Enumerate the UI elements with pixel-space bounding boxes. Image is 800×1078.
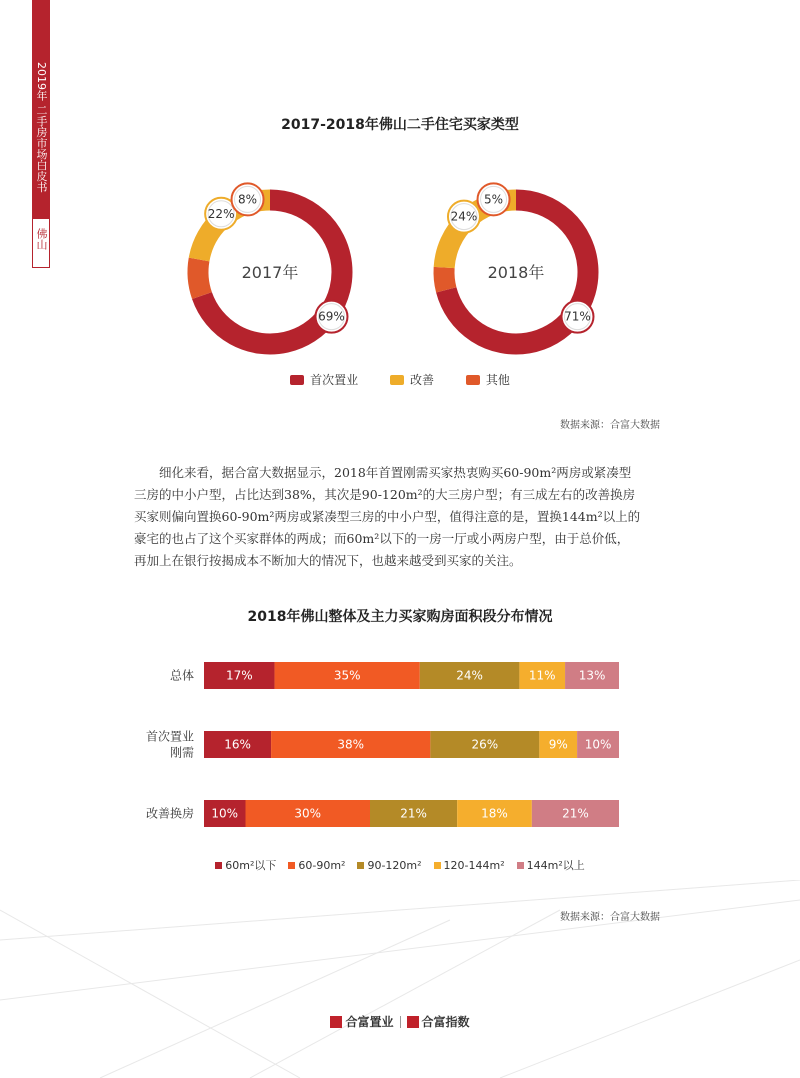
bar-value-label: 21% [562,806,589,821]
bar-value-label: 16% [224,737,251,752]
para-line: 细化来看，据合富大数据显示，2018年首置刚需买家热衷购买60-90m²两房或紧凑型 [159,465,632,480]
bar-value-label: 10% [584,737,612,752]
legend-item [434,859,505,872]
category-label: 改善换房 [145,806,194,821]
legend-item [215,857,276,873]
bar-value-label: 26% [471,737,499,752]
donut-2018年 [444,183,593,344]
legend-swatch [357,862,364,869]
donut-chart-title: 2017-2018年佛山二手住宅买家类型 [281,117,519,133]
donut-source: 数据来源：合富大数据 [560,420,660,431]
background-lines [0,880,800,1078]
legend-item [357,859,421,872]
slice-value-label: 69% [318,309,345,324]
para-line: 买家则偏向置换60-90m²两房或紧凑型三房的中小户型，值得注意的是，置换144m²以上的 [134,509,641,524]
legend-other: 其他 [466,371,510,388]
legend-first-home: 首次置业 [290,371,358,388]
bar-chart-title: 2018年佛山整体及主力买家购房面积段分布情况 [247,609,553,625]
brand-logo-icon [330,1016,342,1028]
bar-value-label: 17% [225,668,253,683]
category-label: 总体 [169,668,194,683]
donut-center-label: 2017年 [241,263,299,282]
brand-logo-icon [407,1016,419,1028]
bar-value-label: 30% [294,806,322,821]
stacked-bar-chart [0,650,800,840]
slice-value-label: 8% [238,192,258,207]
bar-value-label: 18% [481,806,508,821]
bar-source: 数据来源：合富大数据 [560,912,660,923]
donut-slice [198,259,202,295]
legend-swatch [288,862,295,869]
slice-value-label: 71% [564,309,591,324]
donut-legend [0,371,800,388]
bar-value-label: 9% [548,737,568,752]
brand-name-1: 合富置业 [345,1015,394,1029]
legend-item [288,859,345,872]
bar-value-label: 10% [211,806,239,821]
slice-value-label: 24% [450,209,478,224]
bar-value-label: 38% [337,737,365,752]
donut-2017年 [198,183,347,344]
legend-label: 144m²以上 [526,859,585,872]
para-line: 三房的中小户型，占比达到38%，其次是90-120m²的大三房户型；有三成左右的改善换房 [134,487,636,502]
bar-value-label: 35% [333,668,361,683]
legend-label: 120-144m² [443,859,505,872]
sidebar-city: 佛山 [35,228,48,250]
para-line: 豪宅的也占了这个买家群体的两成；而60m²以下的一房一厅或小两房户型，由于总价低， [134,531,630,546]
legend-label: 60-90m² [298,859,346,872]
donut-center-label: 2018年 [487,263,545,282]
legend-upgrade: 改善 [390,371,434,388]
bar-value-label: 11% [528,668,556,683]
brand-name-2: 合富指数 [421,1015,470,1029]
bar-value-label: 21% [400,806,427,821]
footer-brands [0,1013,800,1030]
para-line: 再加上在银行按揭成本不断加大的情况下，也越来越受到买家的关注。 [134,553,522,568]
legend-item [517,857,585,873]
legend-swatch [434,862,441,869]
category-label: 刚需 [169,745,194,760]
legend-swatch [215,862,222,869]
bar-legend [0,857,800,873]
body-paragraph [134,462,664,572]
slice-value-label: 5% [484,192,504,207]
slice-value-label: 22% [207,206,235,221]
donut-charts [0,172,800,362]
donut-slice [444,267,446,289]
legend-swatch [517,862,524,869]
category-label: 首次置业 [145,729,194,744]
bar-value-label: 13% [578,668,606,683]
sidebar-year-title: 2019年 二手房市场白皮书 [35,62,48,193]
legend-label: 60m²以下 [225,859,277,872]
bar-value-label: 24% [456,668,483,683]
legend-label: 90-120m² [367,859,422,872]
